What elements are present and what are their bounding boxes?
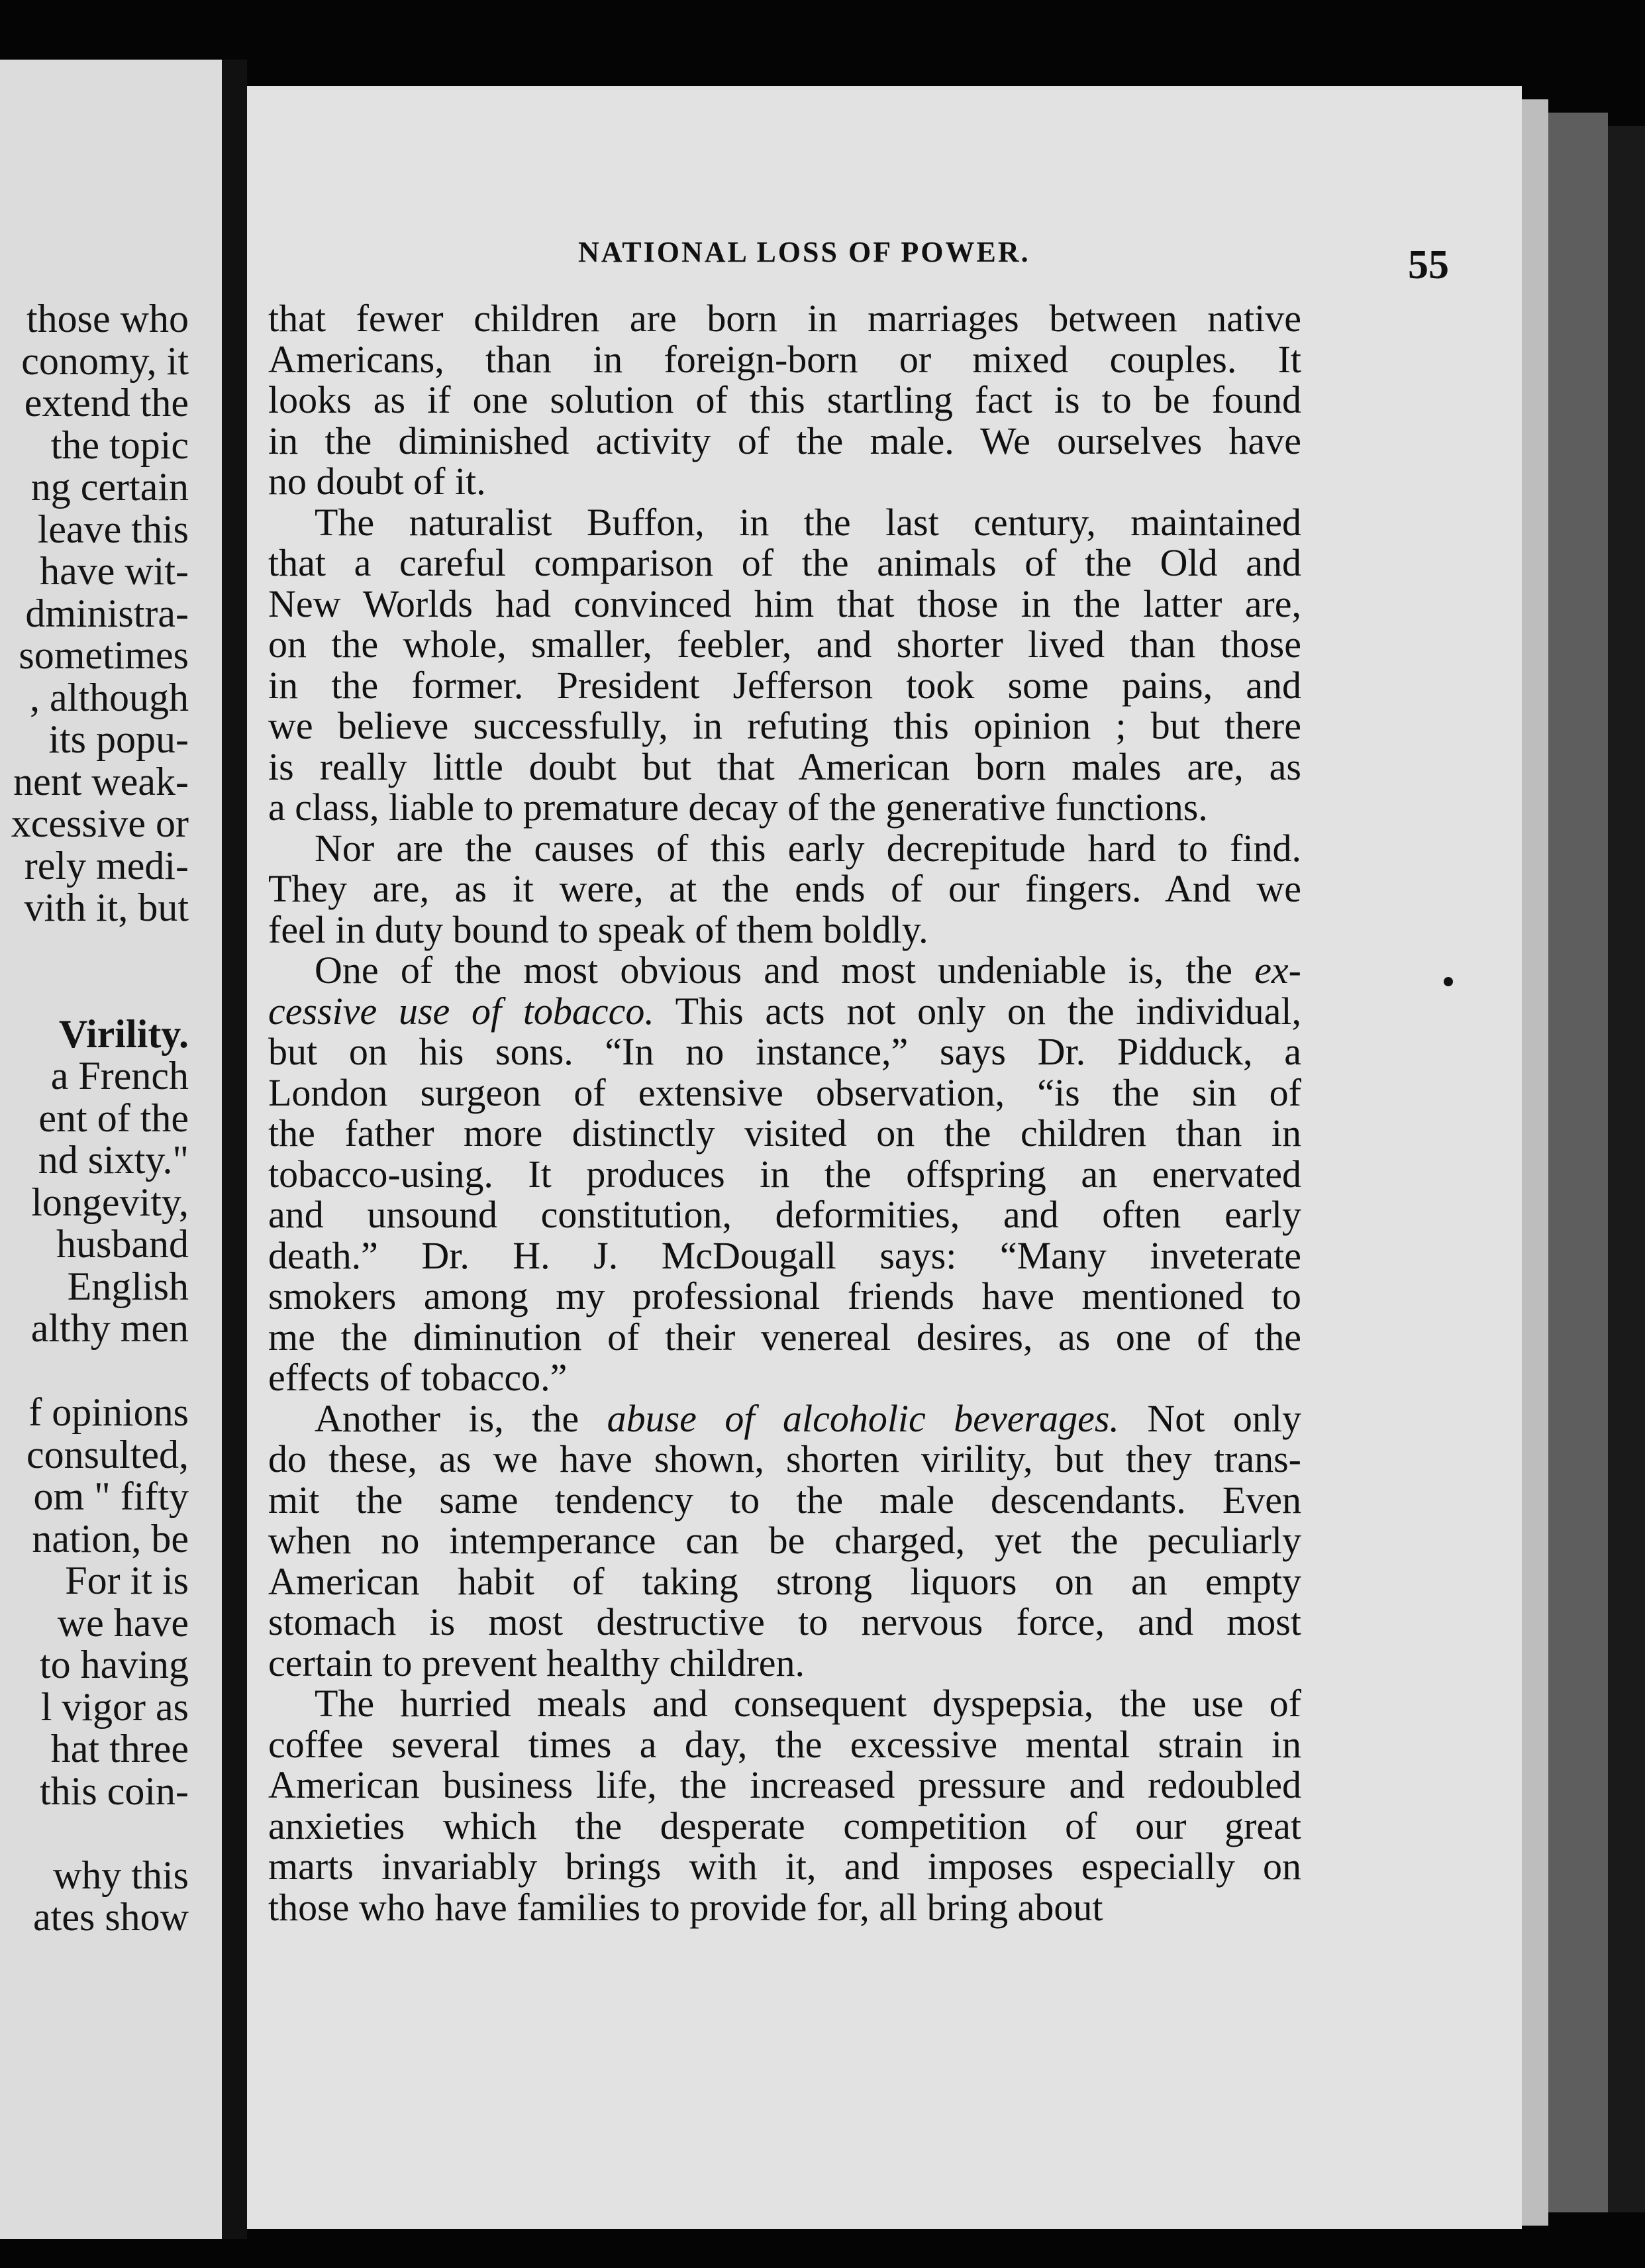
left-page-line: leave this xyxy=(37,507,189,551)
left-page-line xyxy=(0,1812,189,1855)
paragraph xyxy=(268,950,1301,1398)
page-body xyxy=(268,298,1301,1928)
text-line: and unsound constitution, deformities, and often early xyxy=(268,1193,1301,1236)
text-line: the father more distinctly visited on the children than in xyxy=(268,1111,1301,1155)
right-page xyxy=(247,86,1522,2229)
text-line: London surgeon of extensive observation, “is the sin of xyxy=(268,1070,1301,1114)
text-line: anxieties which the desperate competition of our great xyxy=(268,1804,1301,1847)
left-page-line: ates show xyxy=(33,1895,189,1939)
text-line: mit the same tendency to the male descendants. Even xyxy=(268,1478,1301,1521)
left-page-line: its popu- xyxy=(48,717,189,761)
text-line: The naturalist Buffon, in the last century, maintained xyxy=(315,500,1301,544)
text-line: New Worlds had convinced him that those in the latter are, xyxy=(268,582,1301,625)
left-page-line: For it is xyxy=(65,1559,189,1602)
text-line: when no intemperance can be charged, yet the peculiarly xyxy=(268,1519,1301,1562)
text-line: Nor are the causes of this early decrepitude hard to find. xyxy=(315,826,1301,870)
text-line: looks as if one solution of this startling fact is to be found xyxy=(268,378,1301,421)
left-page-line: we have xyxy=(57,1600,189,1645)
paragraph xyxy=(268,1398,1301,1684)
text-line: no doubt of it. xyxy=(268,460,486,503)
left-page-line: longevity, xyxy=(31,1180,189,1224)
page-edge xyxy=(1522,99,1548,2226)
text-line: One of the most obvious and most undeniable is, the ex- xyxy=(315,949,1301,992)
left-page-line: extend the xyxy=(24,381,189,425)
left-page-line: om " fifty xyxy=(33,1474,189,1518)
left-page-line xyxy=(0,1350,189,1392)
text-line: in the former. President Jefferson took some pains, and xyxy=(268,663,1301,707)
left-page-line: nation, be xyxy=(32,1516,189,1561)
left-page-line: English xyxy=(67,1264,189,1308)
paragraph xyxy=(268,828,1301,951)
text-line: is really little doubt but that American born males are, as xyxy=(268,745,1301,788)
text-line: we believe successfully, in refuting this opinion ; but there xyxy=(268,704,1301,747)
left-page-text xyxy=(0,298,189,1939)
left-page-line: vith it, but xyxy=(24,886,189,929)
text-line: certain to prevent healthy children. xyxy=(268,1641,805,1684)
left-page-line: conomy, it xyxy=(21,338,189,383)
book-cover-edge xyxy=(1608,126,1645,2212)
left-page-line: Virility. xyxy=(58,1011,189,1056)
text-line: but on his sons. “In no instance,” says Dr. Pidduck, a xyxy=(268,1030,1301,1073)
text-line: Another is, the abuse of alcoholic beverages. Not only xyxy=(315,1396,1301,1440)
left-page-line: dministra- xyxy=(25,591,189,635)
page-number: 55 xyxy=(1408,242,1449,287)
text-line: me the diminution of their venereal desires, as one of the xyxy=(268,1315,1301,1359)
text-line: those who have families to provide for, all bring about xyxy=(268,1885,1103,1929)
left-page-line: l vigor as xyxy=(40,1684,189,1729)
left-page-line: to having xyxy=(40,1643,189,1686)
text-line: coffee several times a day, the excessive mental strain in xyxy=(268,1722,1301,1766)
text-line: marts invariably brings with it, and imposes especially on xyxy=(268,1845,1301,1888)
left-page-line: nent weak- xyxy=(13,759,189,803)
text-line: feel in duty bound to speak of them boldly. xyxy=(268,907,928,951)
text-line: that fewer children are born in marriages between native xyxy=(268,297,1301,340)
left-page-line: have wit- xyxy=(40,549,189,593)
text-line: They are, as it were, at the ends of our fingers. And we xyxy=(268,867,1301,910)
left-page-line: this coin- xyxy=(40,1769,189,1813)
left-page-line: husband xyxy=(56,1222,189,1266)
paragraph xyxy=(268,298,1301,502)
left-page-line: althy men xyxy=(30,1306,189,1350)
text-line: stomach is most destructive to nervous force, and most xyxy=(268,1600,1301,1643)
left-page-line xyxy=(0,929,189,972)
left-page-line: the topic xyxy=(50,423,189,467)
text-line: a class, liable to premature decay of the generative functions. xyxy=(268,786,1208,829)
text-line: American habit of taking strong liquors on an empty xyxy=(268,1559,1301,1603)
running-head: NATIONAL LOSS OF POWER. xyxy=(578,236,1030,268)
left-page-line: a French xyxy=(50,1054,189,1098)
text-line: The hurried meals and consequent dyspepsia, the use of xyxy=(315,1682,1301,1725)
left-page-line: consulted, xyxy=(26,1432,189,1476)
left-page-line: ng certain xyxy=(30,465,189,509)
paragraph xyxy=(268,1683,1301,1928)
text-line: in the diminished activity of the male. We ourselves have xyxy=(268,419,1301,462)
text-line: smokers among my professional friends have mentioned to xyxy=(268,1274,1301,1317)
left-page-line: nd sixty." xyxy=(38,1138,189,1182)
left-page-line: xcessive or xyxy=(11,801,189,845)
text-line: cessive use of tobacco. This acts not only on the individual, xyxy=(268,989,1301,1033)
text-line: on the whole, smaller, feebler, and shorter lived than those xyxy=(268,623,1301,666)
left-page-line xyxy=(0,971,189,1013)
left-page-line: those who xyxy=(26,297,189,340)
text-line: Americans, than in foreign-born or mixed couples. It xyxy=(268,337,1301,381)
text-line: American business life, the increased pressure and redoubled xyxy=(268,1763,1301,1806)
left-facing-page xyxy=(0,60,222,2239)
text-line: that a careful comparison of the animals of the Old and xyxy=(268,541,1301,584)
paragraph xyxy=(268,502,1301,828)
left-page-line: why this xyxy=(52,1853,189,1897)
text-line: death.” Dr. H. J. McDougall says: “Many inveterate xyxy=(268,1233,1301,1277)
left-page-line: hat three xyxy=(50,1727,189,1771)
left-page-line: rely medi- xyxy=(24,843,189,888)
text-line: do these, as we have shown, shorten virility, but they trans- xyxy=(268,1437,1301,1480)
book-gutter xyxy=(222,60,247,2239)
text-line: effects of tobacco.” xyxy=(268,1356,568,1399)
left-page-line: sometimes xyxy=(19,633,189,677)
left-page-line: ent of the xyxy=(38,1096,189,1140)
text-line: tobacco-using. It produces in the offspring an enervated xyxy=(268,1152,1301,1196)
left-page-line: f opinions xyxy=(28,1390,189,1434)
ink-speck xyxy=(1444,977,1453,986)
page-edge-stack xyxy=(1548,113,1608,2212)
left-page-line: , although xyxy=(30,675,189,719)
